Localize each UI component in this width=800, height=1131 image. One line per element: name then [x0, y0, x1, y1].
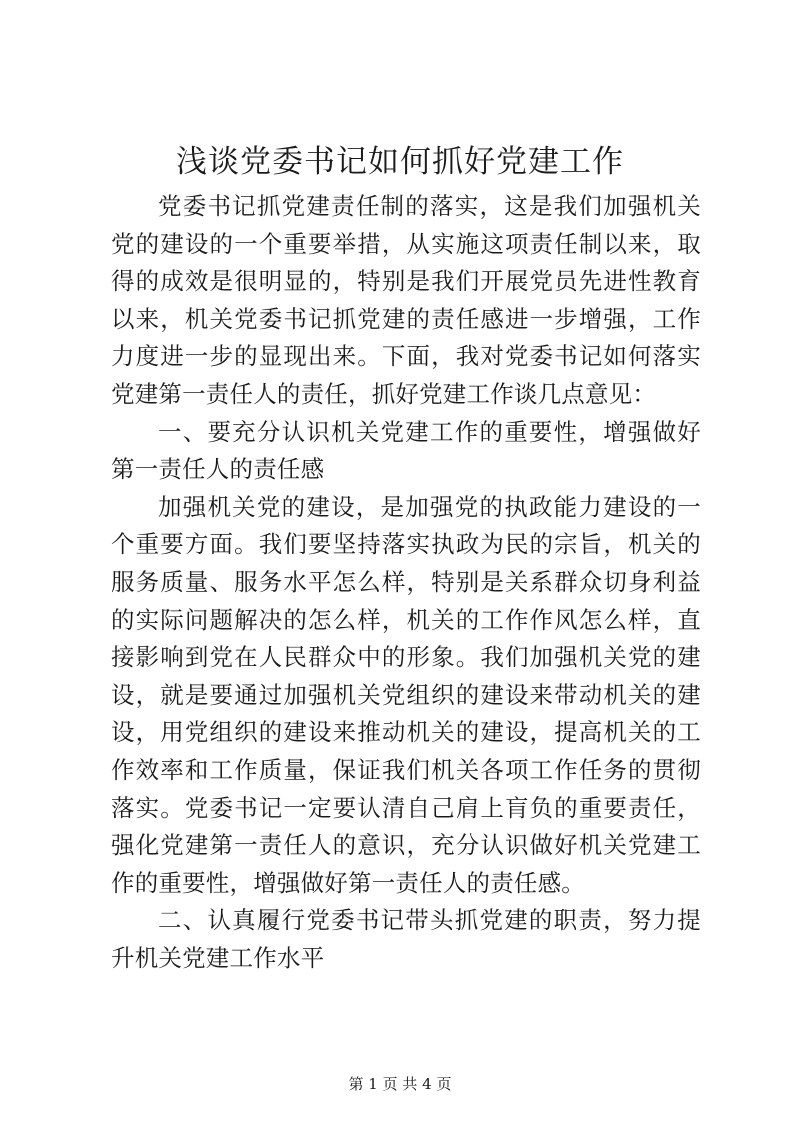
page-number-footer: 第 1 页 共 4 页 [348, 1075, 452, 1093]
section-paragraph-1: 加强机关党的建设，是加强党的执政能力建设的一个重要方面。我们要坚持落实执政为民的宗旨，机关的服务质量、服务水平怎么样，特别是关系群众切身利益的实际问题解决的怎么样，机关的工作作风怎么样，直接影响到党在人民群众中的形象。我们加强机关党的建设，就是要通过加强机关党组织的建设来带动机关的建设，用党组织的建设来推动机关的建设，提高机关的工作效率和工作质量，保证我们机关各项工作任务的贯彻落实。党委书记一定要认清自己肩上肓负的重要责任，强化党建第一责任人的意识，充分认识做好机关党建工作的重要性，增强做好第一责任人的责任感。 [111, 492, 701, 897]
intro-paragraph: 党委书记抓党建责任制的落实，这是我们加强机关党的建设的一个重要举措，从实施这项责任制以来，取得的成效是很明显的，特别是我们开展党员先进性教育以来，机关党委书记抓党建的责任感进一步增强，工作力度进一步的显现出来。下面，我对党委书记如何落实党建第一责任人的责任，抓好党建工作谈几点意见： [111, 192, 701, 408]
document-body [111, 188, 701, 977]
section-heading-1: 一、要充分认识机关党建工作的重要性，增强做好第一责任人的责任感 [111, 417, 701, 484]
section-heading-2: 二、认真履行党委书记带头抓党建的职责，努力提升机关党建工作水平 [111, 906, 701, 972]
document-title: 浅谈党委书记如何抓好党建工作 [176, 144, 624, 180]
